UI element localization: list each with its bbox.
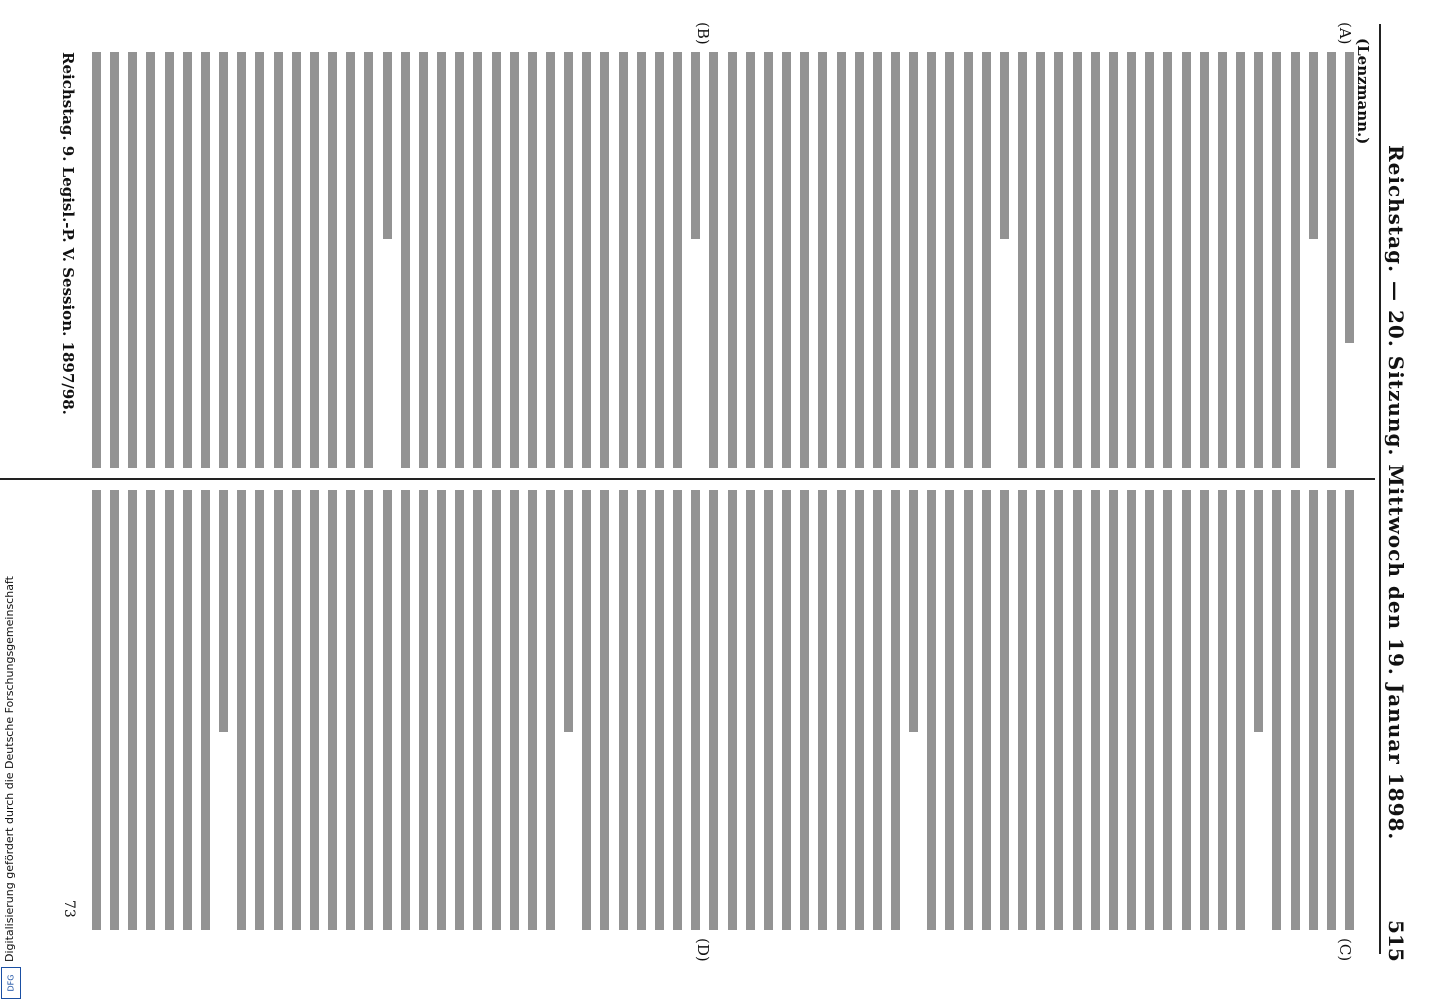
text-line <box>582 52 591 468</box>
text-line <box>673 490 682 930</box>
text-line <box>165 52 174 468</box>
text-line <box>1109 490 1118 930</box>
text-line <box>982 52 991 468</box>
text-line <box>401 52 410 468</box>
text-line <box>564 52 573 468</box>
text-line <box>1018 490 1027 930</box>
text-line <box>146 490 155 930</box>
text-line <box>128 52 137 468</box>
text-line <box>709 52 718 468</box>
text-line <box>964 52 973 468</box>
text-line <box>528 52 537 468</box>
dfg-logo-icon <box>1 967 21 999</box>
text-line <box>1345 52 1354 343</box>
text-line <box>492 490 501 930</box>
text-line <box>546 490 555 930</box>
text-line <box>1000 52 1009 239</box>
text-line <box>473 52 482 468</box>
text-line <box>945 52 954 468</box>
text-line <box>201 52 210 468</box>
text-line <box>1163 52 1172 468</box>
text-line <box>891 490 900 930</box>
text-line <box>1073 490 1082 930</box>
text-line <box>364 52 373 468</box>
text-line <box>419 490 428 930</box>
text-line <box>873 52 882 468</box>
text-line <box>1200 52 1209 468</box>
speaker-name: (Lenzmann.) <box>1354 38 1372 145</box>
text-line <box>1182 52 1191 468</box>
text-line <box>619 52 628 468</box>
text-column-left <box>92 52 1354 468</box>
text-line <box>600 490 609 930</box>
text-line <box>310 52 319 468</box>
text-line <box>728 52 737 468</box>
text-line <box>437 490 446 930</box>
text-line <box>1163 490 1172 930</box>
text-line <box>146 52 155 468</box>
text-line <box>1018 52 1027 468</box>
text-line <box>274 490 283 930</box>
text-line <box>619 490 628 930</box>
text-line <box>709 490 718 930</box>
text-line <box>855 490 864 930</box>
text-line <box>582 490 591 930</box>
text-line <box>818 490 827 930</box>
text-line <box>1272 52 1281 468</box>
text-line <box>1327 490 1336 930</box>
text-line <box>564 490 573 732</box>
folio-number: 73 <box>61 900 77 918</box>
text-line <box>891 52 900 468</box>
page-footer: Reichstag. 9. Legisl.-P. V. Session. 1897/98. <box>59 52 77 415</box>
text-line <box>764 490 773 930</box>
column-divider <box>0 478 1375 480</box>
text-line <box>782 490 791 930</box>
text-line <box>255 52 264 468</box>
margin-marker-c: (C) <box>1336 938 1354 962</box>
page-header-title: Reichstag. — 20. Sitzung. Mittwoch den 19. Januar 1898. <box>1384 145 1408 841</box>
text-line <box>782 52 791 468</box>
text-line <box>92 490 101 930</box>
text-line <box>909 490 918 732</box>
text-line <box>800 490 809 930</box>
text-line <box>1309 52 1318 239</box>
text-line <box>437 52 446 468</box>
text-line <box>292 52 301 468</box>
text-line <box>1127 52 1136 468</box>
text-line <box>346 52 355 468</box>
text-line <box>383 52 392 239</box>
text-line <box>419 52 428 468</box>
text-line <box>346 490 355 930</box>
text-line <box>982 490 991 930</box>
text-line <box>128 490 137 930</box>
text-line <box>92 52 101 468</box>
text-line <box>1218 52 1227 468</box>
text-line <box>455 490 464 930</box>
text-line <box>1254 490 1263 732</box>
text-line <box>1291 52 1300 468</box>
text-line <box>837 490 846 930</box>
text-line <box>473 490 482 930</box>
text-line <box>528 490 537 930</box>
text-line <box>1236 490 1245 930</box>
text-line <box>183 490 192 930</box>
text-line <box>945 490 954 930</box>
text-line <box>255 490 264 930</box>
text-line <box>746 490 755 930</box>
text-line <box>219 52 228 468</box>
margin-marker-d: (D) <box>694 938 712 962</box>
text-line <box>183 52 192 468</box>
text-line <box>600 52 609 468</box>
text-column-right <box>92 490 1354 930</box>
text-line <box>310 490 319 930</box>
text-line <box>455 52 464 468</box>
text-line <box>637 490 646 930</box>
text-line <box>909 52 918 468</box>
text-line <box>746 52 755 468</box>
text-line <box>219 490 228 732</box>
text-line <box>964 490 973 930</box>
margin-marker-b: (B) <box>694 22 712 45</box>
text-line <box>546 52 555 468</box>
text-line <box>1054 52 1063 468</box>
text-line <box>492 52 501 468</box>
text-line <box>401 490 410 930</box>
text-line <box>1109 52 1118 468</box>
text-line <box>510 52 519 468</box>
text-line <box>1236 52 1245 468</box>
text-line <box>873 490 882 930</box>
text-line <box>510 490 519 930</box>
text-line <box>201 490 210 930</box>
margin-marker-a: (A) <box>1336 22 1354 45</box>
text-line <box>927 52 936 468</box>
text-line <box>1091 490 1100 930</box>
text-line <box>800 52 809 468</box>
text-line <box>1291 490 1300 930</box>
text-line <box>1145 52 1154 468</box>
text-line <box>1145 490 1154 930</box>
page-number: 515 <box>1384 920 1408 962</box>
text-line <box>728 490 737 930</box>
text-line <box>292 490 301 930</box>
dfg-logo-text: DFG <box>6 974 16 992</box>
text-line <box>110 52 119 468</box>
header-rule <box>1379 24 1381 954</box>
text-line <box>1309 490 1318 930</box>
text-line <box>1345 490 1354 930</box>
text-line <box>1091 52 1100 468</box>
text-line <box>855 52 864 468</box>
text-line <box>110 490 119 930</box>
text-line <box>165 490 174 930</box>
text-line <box>1073 52 1082 468</box>
text-line <box>1327 52 1336 468</box>
text-line <box>764 52 773 468</box>
text-line <box>364 490 373 930</box>
text-line <box>655 52 664 468</box>
text-line <box>383 490 392 930</box>
text-line <box>655 490 664 930</box>
text-line <box>237 490 246 930</box>
text-line <box>1272 490 1281 930</box>
text-line <box>927 490 936 930</box>
text-line <box>673 52 682 468</box>
text-line <box>328 52 337 468</box>
text-line <box>1036 490 1045 930</box>
text-line <box>1000 490 1009 930</box>
digitization-note: Digitalisierung gefördert durch die Deutsche Forschungsgemeinschaft <box>3 576 16 962</box>
text-line <box>1054 490 1063 930</box>
text-line <box>1182 490 1191 930</box>
text-line <box>837 52 846 468</box>
text-line <box>691 490 700 930</box>
text-line <box>637 52 646 468</box>
text-line <box>1200 490 1209 930</box>
text-line <box>818 52 827 468</box>
text-line <box>237 52 246 468</box>
text-line <box>328 490 337 930</box>
text-line <box>1218 490 1227 930</box>
text-line <box>1036 52 1045 468</box>
text-line <box>274 52 283 468</box>
text-line <box>1127 490 1136 930</box>
text-line <box>691 52 700 239</box>
text-line <box>1254 52 1263 468</box>
